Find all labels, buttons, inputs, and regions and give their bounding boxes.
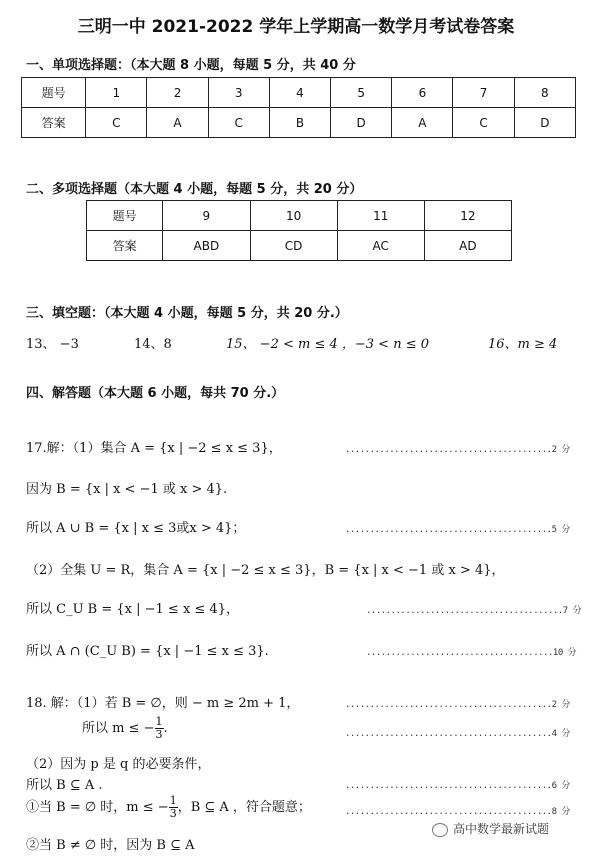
table-header-cell: 题号 [87, 201, 163, 231]
table-cell: A [147, 108, 208, 138]
table-cell: 4 [269, 78, 330, 108]
table-header-cell: 答案 [87, 231, 163, 261]
table-cell: AC [337, 231, 424, 261]
table-cell: D [514, 108, 575, 138]
fraction: $\frac{1}{3}$ [169, 794, 177, 820]
q18-line3: （2）因为 p 是 q 的必要条件， [26, 757, 211, 772]
score-leader: ..........................................2 分 [345, 445, 570, 455]
table-row [87, 231, 512, 261]
table-cell: CD [250, 231, 337, 261]
single-choice-answer-table [21, 77, 576, 138]
table-header-cell: 题号 [22, 78, 86, 108]
q18-line1: 18. 解：（1）若 B = ∅，则 − m ≥ 2m + 1， [26, 696, 300, 711]
table-cell: 9 [163, 201, 250, 231]
section2-heading: 二、多项选择题（本大题 4 小题，每题 5 分，共 20 分） [26, 182, 363, 197]
section3-heading: 三、填空题：（本大题 4 小题，每题 5 分，共 20 分.） [26, 306, 348, 321]
table-cell: 12 [424, 201, 511, 231]
q18-line6: ②当 B ≠ ∅ 时，因为 B ⊆ A [26, 838, 195, 853]
q17-line4: （2）全集 U = R，集合 A = {x | −2 ≤ x ≤ 3}，B = {x | x < −1 或 x > 4}， [26, 563, 505, 578]
q17-line5: 所以 C_U B = {x | −1 ≤ x ≤ 4}， [26, 602, 239, 617]
score-mark: 7 分 [562, 606, 582, 616]
table-cell: AD [424, 231, 511, 261]
q17-line2: 因为 B = {x | x < −1 或 x > 4}. [26, 482, 228, 497]
table-cell: 2 [147, 78, 208, 108]
table-cell: 1 [86, 78, 147, 108]
table-cell: 11 [337, 201, 424, 231]
score-mark: 10 分 [552, 648, 577, 658]
table-cell: A [392, 108, 453, 138]
score-mark: 6 分 [551, 781, 570, 791]
q17-line6: 所以 A ∩ (C_U B) = {x | −1 ≤ x ≤ 3}. [26, 644, 269, 659]
section4-heading: 四、解答题（本大题 6 小题，每共 70 分.） [26, 386, 285, 401]
q18-line2: 所以 m ≤ − $\frac{1}{3}$ . [82, 715, 168, 741]
score-leader: ..........................................2 分 [345, 700, 570, 710]
table-cell: ABD [163, 231, 250, 261]
table-cell: 6 [392, 78, 453, 108]
fill-answer-14: 14、8 [134, 337, 172, 352]
fill-answer-15: 15、 −2 < m ≤ 4 ，−3 < n ≤ 0 [226, 337, 430, 352]
score-mark: 5 分 [551, 525, 570, 535]
score-leader: ..........................................8 分 [345, 807, 570, 817]
q17-line1: 17.解：（1）集合 A = {x | −2 ≤ x ≤ 3}， [26, 441, 282, 456]
table-cell: C [86, 108, 147, 138]
multi-choice-answer-table [86, 200, 512, 261]
q18-line4: 所以 B ⊆ A . [26, 778, 103, 793]
score-leader: ........................................7 分 [366, 606, 582, 616]
score-mark: 2 分 [551, 445, 570, 455]
table-cell: B [269, 108, 330, 138]
watermark: 高中数学最新试题 [432, 820, 549, 837]
table-row [87, 201, 512, 231]
table-cell: C [453, 108, 514, 138]
score-leader: ..........................................5 分 [345, 525, 570, 535]
table-cell: C [208, 108, 269, 138]
score-mark: 8 分 [551, 807, 570, 817]
table-row [22, 108, 576, 138]
table-row [22, 78, 576, 108]
table-cell: 7 [453, 78, 514, 108]
q17-line3: 所以 A ∪ B = {x | x ≤ 3或x > 4}； [26, 521, 246, 536]
table-header-cell: 答案 [22, 108, 86, 138]
score-leader: ......................................10 分 [366, 648, 577, 658]
wechat-icon [432, 823, 448, 837]
fill-answer-13: 13、 −3 [26, 337, 79, 352]
score-leader: ..........................................6 分 [345, 781, 570, 791]
table-cell: 10 [250, 201, 337, 231]
fill-answer-16: 16、m ≥ 4 [488, 337, 558, 352]
score-mark: 4 分 [551, 729, 570, 739]
table-cell: 8 [514, 78, 575, 108]
q18-line5: ①当 B = ∅ 时，m ≤ − $\frac{1}{3}$ ，B ⊆ A ，符合题意； [26, 794, 311, 820]
section1-heading: 一、单项选择题：（本大题 8 小题，每题 5 分，共 40 分 [26, 58, 356, 73]
table-cell: 3 [208, 78, 269, 108]
score-mark: 2 分 [551, 700, 570, 710]
fraction: $\frac{1}{3}$ [155, 715, 163, 741]
page-title: 三明一中 2021-2022 学年上学期高一数学月考试卷答案 [77, 17, 515, 37]
table-cell: D [331, 108, 392, 138]
score-leader: ..........................................4 分 [345, 729, 570, 739]
table-cell: 5 [331, 78, 392, 108]
